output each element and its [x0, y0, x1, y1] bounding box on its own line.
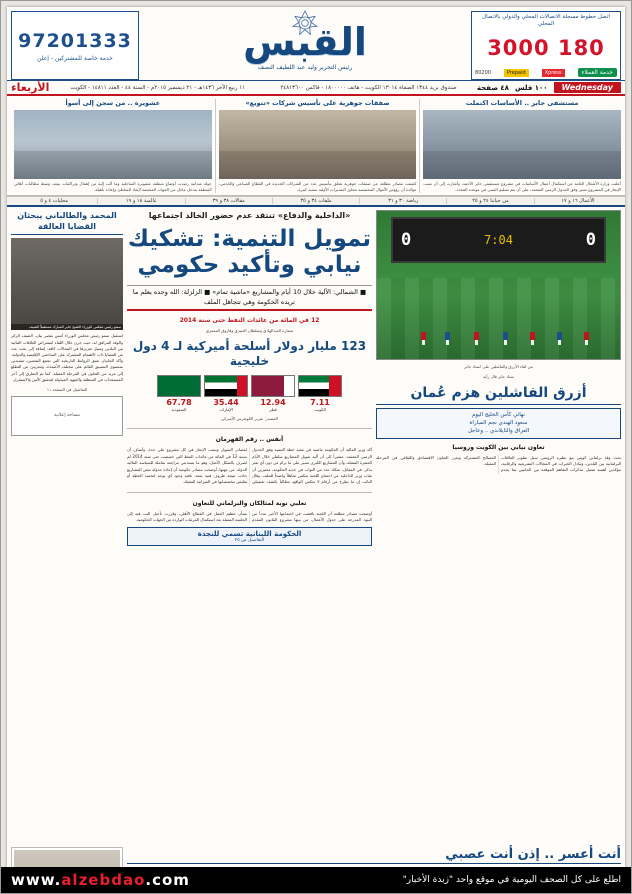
chart-label: السعودية: [171, 407, 187, 413]
ad-left-badge-xpress: Xpress: [542, 69, 565, 77]
lebanon-box[interactable]: [127, 527, 372, 546]
qatar-flag-icon: [251, 375, 295, 397]
footer-url-part-tld: .com: [145, 871, 190, 889]
issue-date-line: ١١ ربيع الآخر ١٤٣٦هـ - ٢١ ديسمبر ٢٠١٥م - السنة ٤٤ - العدد ١٤٨١١ - الكويت: [70, 84, 246, 91]
ad-left-badge-prepaid: Prepaid: [504, 69, 529, 77]
sport-side-headline[interactable]: تعاون نيابي بين الكويت وروسيا: [452, 443, 545, 451]
newspaper-logo: [143, 11, 467, 80]
ad-left-badges: [475, 68, 617, 77]
right-column-ad[interactable]: مساحة إعلانية: [11, 396, 123, 436]
ad-right-phone-number: 97201333: [18, 29, 132, 52]
index-item[interactable]: ملفات ٣٤ و ٣٥: [272, 198, 359, 204]
ad-right-line: خدمة خاصة للمشتركين - إعلن: [37, 54, 113, 62]
lead-sub-story-headline[interactable]: أنفس .. رقم القهرمان: [215, 436, 284, 444]
sport-info-box[interactable]: [376, 408, 621, 439]
scoreboard: [391, 217, 606, 263]
saudi-flag-icon: [157, 375, 201, 397]
teaser-item[interactable]: [419, 99, 621, 193]
lead-body: أكد وزير المالية أن الحكومة ماضية في تنفيذ خطة التنمية وفق الجدول الزمني المعتمد، مشيراً إلى أن آلية تمويل المشاريع ستُعلن خلال الأيام العشرة المقبلة، وأن المشاريع الكبرى تسير على ما يرام من دون أي تعثر يذكر. في المقابل، شكك عدد من النواب في جدية الحكومة، معتبرين أن غياب وزير الداخلية عن اجتماع اللجنة يعكس تجاهلاً واضحاً للملف. وقال النائب إن ما يطرح من أرقام لا يعكس الواقع، مطالباً بكشف تفصيلي لمصادر التمويل ونسب الإنجاز في كل مشروع على حدة. وأضاف أن نسبة 12 في المائة من عائدات النفط التي خصصت حتى سنة 2014 لم تُصرف بالشكل الأمثل، وهو ما يستدعي مراجعة شاملة للسياسة المالية للدولة. من جهتها، أوضحت مصادر حكومية أن إعادة جدولة بعض المشاريع جاءت نتيجة ظروف فنية بحتة، نافية وجود أي توجه لتجميد الخطة أو تقليص مخصصاتها في الميزانية المقبلة.: [127, 447, 372, 485]
teaser-photo: [14, 110, 212, 179]
uae-flag-icon: [204, 375, 248, 397]
score-right: 0: [401, 230, 412, 250]
footer-banner[interactable]: [1, 867, 631, 893]
petit-bateau-ad[interactable]: [11, 847, 123, 867]
ad-left-badge-code: 80200: [475, 69, 491, 76]
sport-side-body: بحث وفد برلماني كويتي مع نظيره الروسي سبل تطوير العلاقات البرلمانية بين البلدين، وتبادل الخبرات في المجالات التشريعية والرقابية، مؤكدين أهمية تفعيل مذكرات التفاهم الموقعة بين الجانبين بما يخدم المصالح المشتركة ويعزز التعاون الاقتصادي والثقافي في المرحلة المقبلة.: [376, 454, 621, 473]
right-column-body: استقبل سمو رئيس مجلس الوزراء أمس بقصر بيان، الضيف الزائر والوفد المرافق له، حيث جرى خلال اللقاء استعراض العلاقات الثنائية بين البلدين وسبل تعزيزها في المجالات كافة، إضافة إلى بحث عدد من القضايا ذات الاهتمام المشترك على الساحتين الإقليمية والدولية. وأكد الجانبان عمق الروابط التاريخية التي تجمع الشعبين، مشيدين بمستوى التنسيق القائم على مختلف الأصعدة، ومعربين عن التطلع إلى مزيد من التعاون في المرحلة المقبلة. كما تم التطرق إلى آخر المستجدات في المنطقة والجهود المبذولة لتحقيق الأمن والاستقرار.: [11, 333, 123, 382]
lead-kicker: «الداخلية والدفاع» تنتقد عدم حضور الخالد اجتماعها: [148, 211, 351, 220]
index-item[interactable]: عالمية ١٨ و ١٩: [97, 198, 184, 204]
chart-value: 67.78: [166, 398, 192, 408]
teaser-item[interactable]: [215, 99, 417, 193]
divider: [127, 492, 372, 493]
index-item[interactable]: رياضة ٣٠ و ٣١: [359, 198, 446, 204]
sport-photo: [376, 210, 621, 360]
advice-headline[interactable]: أنت أعسر .. إذن أنت عصبي: [127, 847, 621, 864]
right-column-photo-caption: سمو رئيس مجلس الوزراء الشيخ جابر المبارك مستقبلاً الضيف: [11, 324, 123, 330]
price-label: ١٠٠ فلس: [514, 83, 548, 92]
chart-bar-kuwait: [298, 375, 342, 412]
day-badge-ar: الأربعاء: [11, 81, 50, 94]
footer-url-part-name: alzebdao: [61, 871, 146, 889]
mid-secondary-body: أوضحت مصادر مطلعة أن اللجنة ناقشت في اجتماعها الأخير عدداً من البنود المدرجة على جدول الأعمال، من بينها مشروع القانون المقدم بشأن تنظيم العمل في القطاع الأهلي، وقررت تأجيل البت فيه إلى الجلسة المقبلة بعد استكمال المرئيات الواردة من الجهات الحكومية.: [127, 510, 372, 523]
index-item[interactable]: الأعمال ١٦ و ١٧: [534, 198, 621, 204]
chart-value: 7.11: [310, 398, 330, 408]
lead-byline: سمارة العبدالهادي وسلطان العنيزي وفاروق المعمري: [205, 328, 294, 334]
lead-story-column: [127, 210, 372, 844]
match-clock: 7:04: [484, 233, 513, 247]
ornament-icon: [285, 9, 325, 37]
mid-secondary-headline[interactable]: تعلبي نوبة لمثالكان والبرلماني للتعاون: [192, 499, 307, 507]
lebanon-box-headline: الحكومة اللبنانية تسمي للنجدة: [197, 529, 302, 538]
logo-wordmark: القبس: [243, 19, 367, 64]
masthead-ad-left[interactable]: [471, 11, 621, 80]
sport-headline[interactable]: أزرق الفاشلين هزم عُمان: [376, 383, 621, 405]
sport-box-line-3: العراق والتايلاندي .. وعاجل: [467, 428, 530, 435]
masthead: [7, 7, 625, 81]
sport-box-line-2: سعود الهندي نجم المباراة: [469, 420, 528, 427]
chart-label: الإمارات: [219, 407, 233, 413]
right-column-photo: [11, 238, 123, 330]
index-item[interactable]: محليات ٤ و ٥: [40, 198, 69, 204]
advice-column: [127, 847, 621, 867]
bottom-zone: [7, 847, 625, 867]
ad-left-top-line: اتصل خطوط مسجلة الاتصالات المحلي والدولي بالاتصال المحلي: [482, 14, 610, 28]
teaser-photo: [219, 110, 417, 179]
chart-bar-qatar: [251, 375, 295, 412]
footer-url[interactable]: [11, 871, 190, 889]
teaser-headline: مستشفى جابر .. الأساسات اكتملت: [465, 99, 579, 107]
footer-url-part-www: www.: [11, 871, 62, 889]
masthead-ad-right[interactable]: [11, 11, 139, 80]
teaser-body: جولة ميدانية رصدت أوضاع منطقة عشويرة الساحلية وما آلت إليه من إهمال وتراكمات بيئية، وسط مطالبات أهالي المنطقة بتدخل عاجل من الجهات المختصة لإنقاذ الشاطئ وإعادة تأهيله.: [13, 181, 212, 192]
day-badge-en: Wednesday: [554, 82, 621, 93]
sport-sub-caption: ستاد جابر قال رأيه: [483, 374, 514, 379]
lebanon-box-note: التفاصيل ص ٢٥: [234, 537, 265, 543]
ad-left-phone-number: 180 3000: [487, 35, 605, 60]
lead-subhead: ■ الشمالي: الآلية خلال 10 أيام والمشاريع «ماشية تمام» ■ الزلزلة: الله وحده يعلم ما تريده الحكومة وهي تتجاهل الملف: [127, 285, 372, 312]
contact-line: صندوق بريد ١٣٤٤ الصفاة ١٣٠١٤ الكويت - هاتف ١٨٠٠٠٠٠ - فاكس ٢٤٨١٣٦٠٠: [280, 84, 457, 91]
arms-deal-headline[interactable]: 123 مليار دولار أسلحة أميركية لـ 4 دول خليجية: [132, 339, 367, 369]
chart-source-caption: المصدر: تقرير الكونغرس الأميركي: [221, 416, 278, 422]
ad-left-bottom-label: خدمة العملاء: [578, 68, 617, 77]
page-count-label: ٤٨ صفحة: [476, 83, 509, 92]
teaser-photo: [423, 110, 621, 179]
divider: [127, 428, 372, 429]
teaser-body: أعلنت وزارة الأشغال العامة عن استكمال أعمال الأساسات في مشروع مستشفى جابر الأحمد، وأشارت إلى أن نسب الإنجاز في المشروع تسير وفق الجدول الزمني المعتمد، على أن يتم تسليم المبنى في موعده المحدد.: [423, 181, 621, 192]
kuwait-flag-icon: [298, 375, 342, 397]
main-content: [7, 207, 625, 847]
index-item[interactable]: مقالات ٣٨ و ٣٩: [185, 198, 272, 204]
top-teaser-strip: [7, 96, 625, 196]
footer-tagline: اطلع على كل الصحف اليومية في موقع واحد "زبدة الأخبار": [402, 875, 621, 885]
teaser-headline: عشويرة .. من سجن إلى أسوأ: [65, 99, 161, 107]
lead-redline: 12 في المائة من عائدات النفط حتى سنة 2014: [179, 317, 320, 325]
teaser-item[interactable]: [11, 99, 212, 193]
date-bar: [7, 81, 625, 96]
sport-column: [376, 210, 621, 844]
players-group: [377, 311, 620, 345]
right-column-continues: التفاصيل في الصفحة ١١: [46, 386, 88, 392]
right-column: [11, 210, 123, 844]
chart-bar-saudi: [157, 375, 201, 412]
index-item[interactable]: من حياتنا ٢٤ و ٢٥: [446, 198, 533, 204]
right-column-headline[interactable]: المحمد والطالباني يبحثان القضايا العالقة: [11, 210, 123, 235]
logo-subtitle: رئيس التحرير وليد عبد اللطيف النصف: [257, 63, 353, 71]
lead-headline[interactable]: تمويل التنمية: تشكيك نيابي وتأكيد حكومي: [127, 226, 372, 279]
chart-bar-uae: [204, 375, 248, 412]
section-index-bar: [7, 196, 625, 207]
chart-value: 12.94: [260, 398, 286, 408]
petit-bateau-photo: [14, 850, 120, 867]
paper-sheet: [7, 7, 625, 867]
chart-label: قطر: [269, 407, 277, 413]
teaser-body: كشفت مصادر مطلعة عن صفقات جوهرية تتعلق بتأسيس عدد من الشركات الجديدة في القطاع الصناعي والخدمي، مؤكدة أن رؤوس الأموال المخصصة تتجاوز التقديرات الأولية بنسبة كبيرة.: [218, 181, 417, 192]
chart-value: 35.44: [213, 398, 239, 408]
sport-box-line-1: نهائي كأس الخليج اليوم: [471, 411, 525, 418]
teaser-headline: صفقات جوهرية على تأسيس شركات «تنويع»: [245, 99, 390, 107]
score-left: 0: [585, 230, 596, 250]
arms-deal-chart: [127, 372, 372, 412]
sport-photo-caption: من لقاء الأزرق والفاشلين على استاد جابر: [464, 364, 533, 369]
chart-label: الكويت: [314, 407, 326, 413]
